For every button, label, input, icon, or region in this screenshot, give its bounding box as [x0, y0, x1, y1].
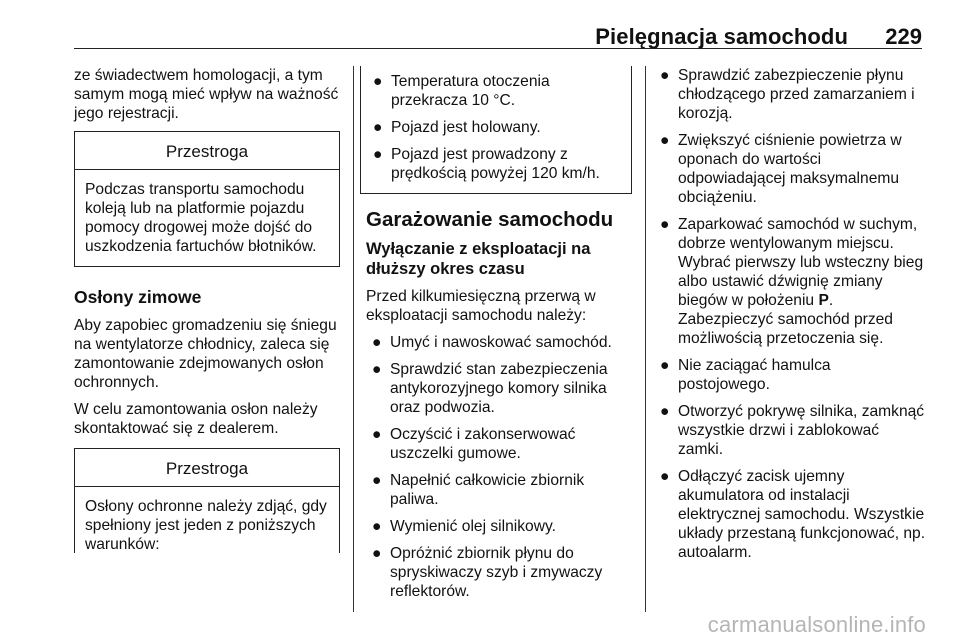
- winter-covers-para-1: Aby zapobiec gromadzeniu się śniegu na wentylatorze chłodnicy, zaleca się zamontowanie zdejmowanych osłon ochronnych.: [74, 317, 337, 391]
- warning-box: [74, 131, 340, 267]
- list-item: ● Napełnić całkowicie zbiornik paliwa.: [372, 472, 585, 508]
- list-item: ● Pojazd jest holowany.: [373, 119, 541, 136]
- warning-text: Podczas transportu samochodu koleją lub na platformie pojazdu pomocy drogowej może dojść do uszkodzenia fartuchów błotników.: [85, 181, 317, 255]
- warning-title: Przestroga: [75, 132, 339, 170]
- list-item: ● Zwiększyć ciśnienie powietrza w oponach do wartości odpowiadającej maksymalnemu obciążeniu.: [660, 132, 902, 206]
- intro-text: ze świadectwem homologacji, a tym samym mogą mieć wpływ na ważność jego rejestracji.: [74, 67, 339, 122]
- list-item: ● Odłączyć zacisk ujemny akumulatora od instalacji elektrycznej samochodu. Wszystkie układy przestaną funkcjonować, np. autoalarm.: [660, 468, 926, 561]
- page-number: 229: [885, 24, 922, 49]
- warning-text-2: Osłony ochronne należy zdjąć, gdy spełniony jest jeden z poniższych warunków:: [85, 498, 327, 553]
- bullet-icon: ●: [372, 472, 382, 489]
- bullet-icon: ●: [373, 146, 383, 163]
- bullet-icon: ●: [373, 73, 383, 90]
- bullet-icon: ●: [372, 361, 382, 378]
- page-title: Pielęgnacja samochodu: [595, 24, 848, 49]
- list-item: ● Temperatura otoczenia przekracza 10 °C.: [373, 73, 550, 109]
- bullet-icon: ●: [373, 119, 383, 136]
- list-item: ● Wymienić olej silnikowy.: [372, 518, 556, 535]
- list-item: ● Oczyścić i zakonserwować uszczelki gumowe.: [372, 426, 576, 462]
- list-item: ● Zaparkować samochód w suchym, dobrze wentylowanym miejscu. Wybrać pierwszy lub wsteczny bieg albo ustawić dźwignię zmiany biegów w położeniu P. Zabezpieczyć samochód przed możliwością przetoczenia się.: [660, 216, 924, 347]
- bullet-icon: ●: [660, 403, 670, 420]
- watermark: carmanualsonline.info: [707, 612, 926, 637]
- list-item: ● Opróżnić zbiornik płynu do spryskiwaczy szyb i zmywaczy reflektorów.: [372, 545, 603, 600]
- bullet-icon: ●: [660, 216, 670, 233]
- column-divider-2: [645, 66, 646, 612]
- page-header: [74, 0, 922, 49]
- list-item: ● Sprawdzić zabezpieczenie płynu chłodzącego przed zamarzaniem i korozją.: [660, 67, 915, 122]
- winter-covers-para-2: W celu zamontowania osłon należy skontaktować się z dealerem.: [74, 401, 318, 437]
- bullet-icon: ●: [372, 545, 382, 562]
- list-item: ● Sprawdzić stan zabezpieczenia antykorozyjnego komory silnika oraz podwozia.: [372, 361, 608, 416]
- bullet-icon: ●: [660, 357, 670, 374]
- bullet-icon: ●: [660, 67, 670, 84]
- list-item: ● Nie zaciągać hamulca postojowego.: [660, 357, 831, 393]
- list-item: ● Pojazd jest prowadzony z prędkością powyżej 120 km/h.: [373, 146, 600, 182]
- warning-box-2: [74, 448, 340, 553]
- bullet-icon: ●: [372, 518, 382, 535]
- section-heading-winter-covers: Osłony zimowe: [74, 287, 202, 307]
- bullet-icon: ●: [660, 132, 670, 149]
- bullet-icon: ●: [372, 426, 382, 443]
- column-divider-1: [353, 66, 354, 612]
- column-middle: [366, 66, 634, 609]
- column-left: [74, 66, 340, 553]
- subsection-heading: Wyłączanie z eksploatacji na dłuższy okres czasu: [366, 240, 591, 278]
- garaging-intro: Przed kilkumiesięczną przerwą w eksploatacji samochodu należy:: [366, 288, 596, 324]
- warning-box-continued: [360, 66, 632, 194]
- bullet-icon: ●: [660, 468, 670, 485]
- list-item: ● Umyć i nawoskować samochód.: [372, 334, 612, 351]
- column-right: [654, 66, 926, 570]
- section-heading-garaging: Garażowanie samochodu: [366, 208, 614, 231]
- bullet-icon: ●: [372, 334, 382, 351]
- list-item: ● Otworzyć pokrywę silnika, zamknąć wszystkie drzwi i zablokować zamki.: [660, 403, 925, 458]
- warning-title-2: Przestroga: [75, 449, 339, 487]
